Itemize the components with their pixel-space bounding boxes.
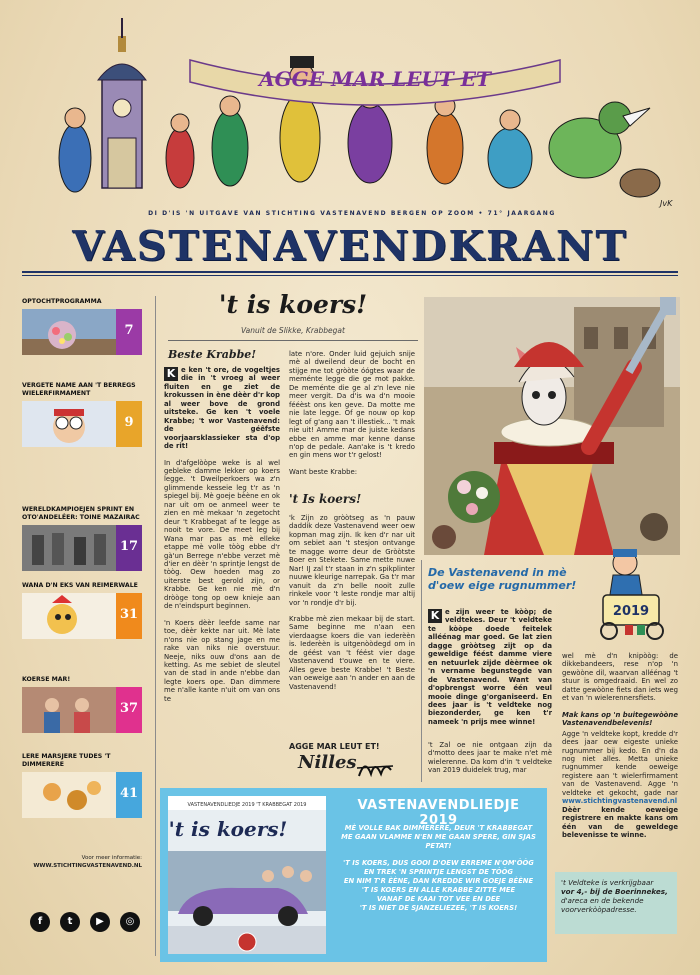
toc-item[interactable] (22, 298, 150, 355)
toc-page-number: 41 (116, 772, 142, 818)
song-line: 'T IS NIET DE SJANZELIEZEE, 'T IS KOERS! (359, 904, 518, 912)
column-divider (421, 560, 422, 782)
toc-thumbnail (22, 687, 116, 733)
clock-tower-drawing (98, 18, 146, 188)
song-line: EN NIM T'R ÈÈNE, DAN KREDDE WIR GOEJE BÈÈNE (343, 877, 534, 885)
twitter-icon[interactable]: t (60, 912, 80, 932)
toc-item-title: OPTOCHTPROGRAMMA (22, 298, 102, 305)
article-salutation: Beste Krabbe! (168, 348, 257, 361)
toc-thumbnail (22, 772, 116, 818)
rugnummer-column-1 (428, 608, 552, 726)
article-column-2-top (289, 350, 415, 480)
article-lead: e ken 't ore, de vogeltjes die in 't vroeg al weer fluiten en ge ziet de krokussen in ène dèèr d'r kop al weer bove de grond uitsteke. Ge ken 't voele Krabbe; 't wor Vastenavend: de géêfste voorjaarsklassieker sta d'op de rit! (164, 366, 280, 451)
song-line: MÈ VOLLE BAK DIMMERERE, DEUR 'T KRABBEGAT (344, 824, 533, 832)
veldteke-info-line: d'areca en de bekende voorverkòòpadresse. (561, 896, 644, 914)
song-line: 'T IS KOERS EN ALLE KRABBE ZITTE MEE (361, 886, 516, 894)
song-cover-title: 't is koers! (168, 817, 288, 841)
toc-page-number: 7 (116, 309, 142, 355)
rugnummer-paragraph: 't Zal oe nie ontgaan zijn da d'motto dees jaar te make n'et mè wielerenne. Da kom d'in 't veldteke van 2019 duidelek trug, mar (428, 741, 552, 775)
toc-page-number: 17 (116, 525, 142, 571)
article-paragraph: In d'afgelòòpe weke is al wel gebleke damme lekker op koers legge. 't Dweilperkoers wa z'n glimmende kesseie leg t'r as 'n spiegel bij. Mè goeje bèène en ok nar uit om oe anmeel weer te zien en mè mekaar 'n zegetocht deur 't Krabbegat af te legge as nooit te vore. De meet leg bij Wana mar pas as mè elleke etappe mè volle tòòg ebbe d'r gà'un Berrege n'ebbe verzet mè d'ier en dèèr 'n sprintje lengst de tòòg. Oew hoeden mag zo uiterste best gerold zijn, or Krabbe. Ge ken nie mè d'n dròòge tong op oew knieje aan de n'eindspurt beginnen. (164, 458, 280, 611)
more-info-link[interactable]: WWW.STICHTINGVASTENAVEND.NL (33, 863, 142, 869)
carnival-parade-illustration (40, 8, 680, 213)
badge-year: 2019 (612, 604, 650, 619)
song-line: 'T IS KOERS, DUS GOOI D'OEW ERREME N'OM'ÒÒG (343, 859, 534, 867)
veldteke-info-box (555, 872, 677, 934)
article-title: 't is koers! (218, 290, 368, 319)
more-info (22, 854, 142, 870)
artist-mark: JvK (660, 199, 673, 208)
toc-thumbnail (22, 309, 116, 355)
rugnummer-paragraph: Agge 'n veldteke kopt, kredde d'r dees jaar oew eigeste unieke rugnummer bij kedo. En d'n da nog niet alles. Metta unieke rugnummer kende oeweige registere aan 't wielerfirmament van de Vastenavend. Agge 'n veldteke et gekocht, gade nar (562, 729, 678, 797)
article-paragraph: Want beste Krabbe: (289, 467, 358, 476)
toc-item-title: WANA D'N EKS VAN REIMERWALE (22, 582, 138, 589)
rugnummer-lead: e zijn weer te kòòp; de veldtekes. Deur 't veldteke te kòòpe doede feitelek alléénag mar goed. Ge lat zien dagge gròòtseg zijt op da geweldige féést damme viere en netuurlek zijde dèèrmee ok 'n vername begunstegde van de Vastenavend. Want van d'opbrengst worre één veul mooie dinge g'organiseerd. En dees jaar is 't veldteke nog biezonderder, ge ken t'r nameek 'n prijs mee winne! (428, 608, 552, 726)
song-box (160, 788, 547, 962)
byline-rule (168, 340, 418, 341)
facebook-icon[interactable]: f (30, 912, 50, 932)
toc-item-title: LERE MARSJERE TUDES 'T DIMMERERE (22, 753, 111, 768)
youtube-icon[interactable]: ▶ (90, 912, 110, 932)
song-line: EN TREK 'N SPRINTJE LENGST DE TÒÒG (363, 868, 514, 876)
signature: Nilles (298, 752, 357, 773)
article-subheading: 't Is koers! (289, 492, 362, 506)
song-line-spacer (336, 851, 541, 859)
rugnummer-column-1-end (428, 741, 552, 781)
veldteke-info-line: 't Veldteke is verkrijgbaar (561, 878, 654, 887)
song-heading: VASTENAVENDLIEDJE 2019 (357, 798, 520, 828)
toc-page-number: 9 (116, 401, 142, 447)
veldteke-info-line: vor 4,- bij de Boerinnekes, (561, 887, 668, 896)
article-paragraph: Krabbe mè zien mekaar bij de start. Same beginne me n'aan een vierdaagse koers die van iederèèn is. Iederèèn is uitgenòòdegd om in de géést van 't féést vier dage Vastenavend t'ouwe en te viere. Alles geve beste Krabbe! 't Beste van oeweige aan 'n ander en aan de Vastenavend! (289, 614, 415, 691)
article-paragraph: 'n Koers dèèr leefde same nar toe, dèèr kekte nar uit. Mè late n'ons nie op stang jage en me rake van niks nie overstuur. Neeje, niks ouw d'ons aan de ketting. As me sebiet de sleutel van de stad in ande n'ebbe dan legte koers ope. Dan dimmere me n'alle kante n'uit om van ons te (164, 618, 280, 703)
toc-item[interactable] (22, 506, 150, 571)
toc-item-title: KOERSE MAR! (22, 676, 71, 683)
toc-item[interactable] (22, 582, 150, 639)
rugnummer-paragraph-end: Dèèr kende oeweige registrere en makte kans om één van de geweldege belevenisse te winne. (562, 805, 678, 840)
article-column-2-bottom (289, 514, 415, 739)
article-column-1 (164, 366, 280, 781)
toc-page-number: 37 (116, 687, 142, 733)
masthead-title: VASTENAVENDKRANT (72, 222, 628, 270)
rugnummer-column-2 (562, 652, 678, 872)
rugnummer-heading: De Vastenavend in mè d'oew eige rugnummer! (428, 566, 577, 592)
article-paragraph: late n'ore. Onder luid gejuich snije mè al dweilend deur de bocht en stijge me tot gròòte óógtes waar de meménte legge die ge mot pakke. De meménte die ge al z'n leve nie meer vergit. Da d'is wa d'n mooie fééèst ons ken geve. Da motte me nie late legge. Of ge nouw op kop legt of g'ang aan 't illestiek... 't mak nie uit! Amme mar de juiste kedans ebbe en amme mar kenne danse n'op de pedale. Aan'ake is 't kredo en gin mens wor t'r gelost! (289, 350, 415, 460)
social-links (30, 912, 150, 934)
song-lyrics (336, 824, 541, 913)
signature-flourish (355, 756, 395, 780)
article-paragraph: 'k Zijn zo gròòtseg as 'n pauw daddik deze Vastenavend weer oew kopman mag zijn. Ik ken d'r nar uit om sebiet aan 't stesjon ontvange te magge worre deur de Gròòtste Boer en Stekete. Same mette nuwe Nar! IJ zal t'r staan in z'n spikplinter nuuwe kleurige narrepak. Ga t'r mar vanuit da z'n belle nooit zulle rinkele voor 't leste rondje mar altij vor 'n rondje d'r bij. (289, 514, 415, 607)
rugnummer-subheading: Mak kans op 'n buitegewòòne Vastenavendbelevenis! (562, 710, 678, 728)
banner-text: AGGE MAR LEUT ET (259, 67, 491, 91)
instagram-icon[interactable]: ◎ (120, 912, 140, 932)
toc-thumbnail (22, 401, 116, 447)
song-cover-heading: VASTENAVENDLIEDJE 2019 'T KRABBEGAT 2019 (187, 802, 307, 808)
song-line: VANAF DE KAAI TOT VEE EN DEE (376, 895, 501, 903)
article-signoff: AGGE MAR LEUT ET! (289, 742, 380, 751)
song-cover-image (168, 796, 326, 954)
masthead-underline (22, 271, 678, 273)
edition-tagline: DI D'IS 'N UITGAVE VAN STICHTING VASTENAVEND BERGEN OP ZOOM • 71° JAARGANG (148, 210, 556, 217)
toc-item-title: VERGETE NAME AAN 'T BERREGS WIELERFIRMAMENT (22, 382, 136, 397)
rugnummer-link[interactable]: www.stichtingvastenavend.nl (562, 797, 678, 806)
toc-item[interactable] (22, 753, 150, 818)
toc-thumbnail (22, 525, 116, 571)
drop-cap: K (164, 367, 178, 381)
toc-page-number: 31 (116, 593, 142, 639)
drop-cap: K (428, 609, 442, 623)
toc-item-title: WERELDKAMPIOEJEN SPRINT EN OTO'ANDELÉER: TOINE MAZAIRAC (22, 506, 140, 521)
prince-carnival-photo (424, 297, 680, 555)
more-info-label: Voor meer informatie: (81, 855, 142, 861)
cyclist-badge-illustration (585, 545, 680, 640)
agge-mar-leut-et-banner (190, 60, 560, 105)
toc-item[interactable] (22, 676, 150, 733)
rugnummer-paragraph: wel mè d'n knipòòg: de dikkebandeers, rese n'op 'n gewòòne dil, waarvan alléénag 't stuur is omgedraaid. En wel zo datte gewòòne fiets dan iets weg et van 'n wielerennersfiets. (562, 652, 678, 703)
sidebar-divider (155, 296, 156, 956)
article-byline: Vanuit de Slikke, Krabbegat (241, 326, 345, 335)
masthead-underline-thin (22, 275, 678, 276)
song-line: ME GAAN VLAMME N'EN ME GAAN SPERE, GIN SJAS PETAT! (341, 833, 536, 850)
toc-thumbnail (22, 593, 116, 639)
toc-item[interactable] (22, 382, 150, 447)
